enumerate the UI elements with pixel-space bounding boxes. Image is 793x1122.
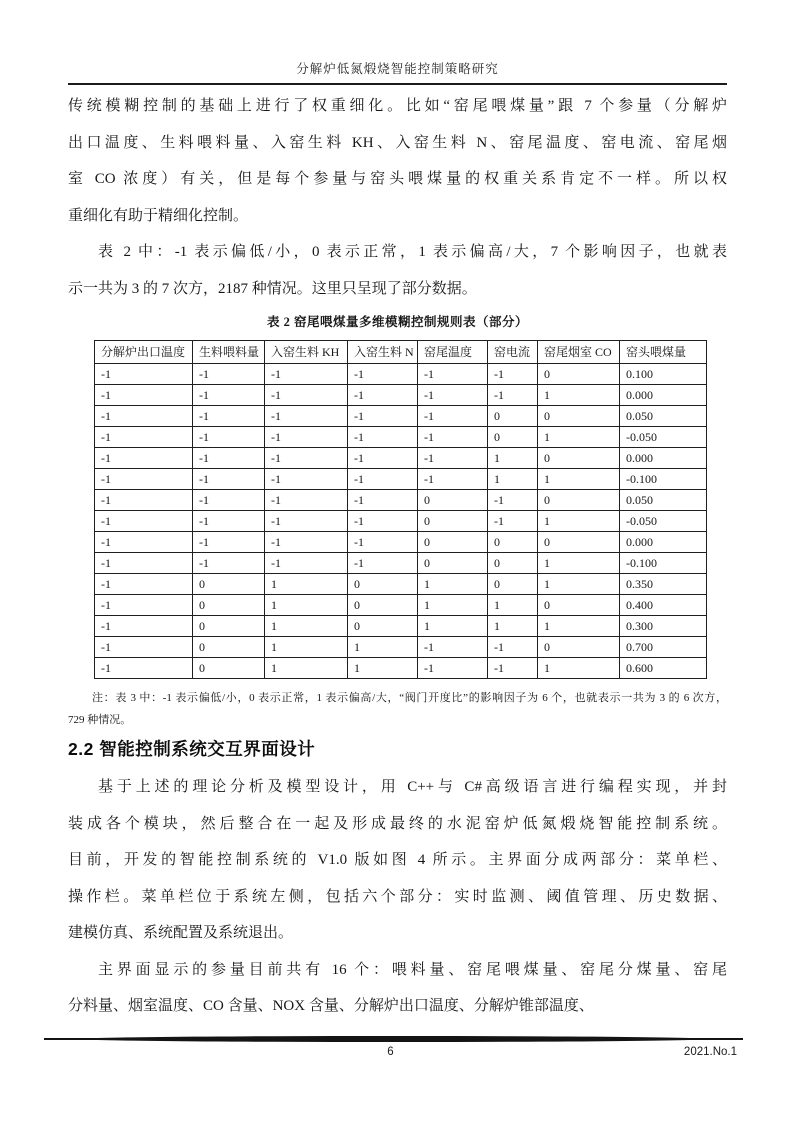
table-cell: -1 (95, 574, 193, 595)
table-cell: -1 (348, 532, 418, 553)
table-cell: -1 (193, 469, 265, 490)
table-cell: -1 (193, 385, 265, 406)
table-cell: 0.050 (620, 406, 707, 427)
text-line: 示一共为 3 的 7 次方，2187 种情况。这里只呈现了部分数据。 (68, 280, 477, 297)
table-cell: 1 (418, 616, 488, 637)
text-line: 目前，开发的智能控制系统的 V1.0 版如图 4 所示。主界面分成两部分：菜单栏、 (68, 852, 727, 868)
table-cell: -1 (348, 511, 418, 532)
table-cell: -1 (193, 406, 265, 427)
table-cell: 0 (418, 553, 488, 574)
table-cell: 1 (538, 385, 620, 406)
table-cell: -1 (348, 490, 418, 511)
table-row (95, 406, 707, 427)
table-cell: -1 (95, 511, 193, 532)
table-body (95, 364, 707, 679)
table-row (95, 616, 707, 637)
table-cell: -0.100 (620, 553, 707, 574)
table-cell: -1 (95, 427, 193, 448)
table-cell: -1 (95, 532, 193, 553)
table-cell: 1 (418, 595, 488, 616)
issue-label: 2021.No.1 (683, 1046, 737, 1058)
text-line: 操作栏。菜单栏位于系统左侧，包括六个部分：实时监测、阈值管理、历史数据、 (68, 888, 727, 905)
fuzzy-control-rules-table (94, 340, 707, 679)
table-cell: 0 (193, 595, 265, 616)
text-line: 传统模糊控制的基础上进行了权重细化。比如“窑尾喂煤量”跟 7 个参量（分解炉 (68, 98, 727, 114)
text-line: 主界面显示的参量目前共有 16 个：喂料量、窑尾喂煤量、窑尾分煤量、窑尾 (98, 961, 727, 978)
table-cell: 0 (193, 616, 265, 637)
table-row (95, 532, 707, 553)
table-cell: -1 (418, 406, 488, 427)
table-cell: 0 (418, 532, 488, 553)
table-head (95, 341, 707, 364)
table-header-cell: 入窑生料 KH (265, 341, 348, 364)
table-cell: -1 (418, 448, 488, 469)
table-cell: 1 (418, 574, 488, 595)
section-heading: 2.2 智能控制系统交互界面设计 (68, 739, 316, 759)
footer-rule-lens (79, 1036, 708, 1042)
table-cell: 0.600 (620, 658, 707, 679)
table-cell: -1 (488, 490, 538, 511)
table-cell: 0.100 (620, 364, 707, 385)
table-cell: -1 (193, 553, 265, 574)
table-cell: -1 (265, 490, 348, 511)
table-cell: 0.000 (620, 532, 707, 553)
table-cell: -1 (193, 511, 265, 532)
table-row (95, 574, 707, 595)
table-row (95, 595, 707, 616)
table-row (95, 658, 707, 679)
table-cell: -1 (193, 448, 265, 469)
table-cell: 0 (538, 490, 620, 511)
table-cell: 1 (488, 616, 538, 637)
table-cell: -0.050 (620, 427, 707, 448)
table-cell: -1 (488, 637, 538, 658)
table-cell: 1 (538, 658, 620, 679)
table-cell: -1 (265, 448, 348, 469)
table-cell: 0 (193, 574, 265, 595)
table-cell: -1 (265, 553, 348, 574)
table-cell: -1 (95, 406, 193, 427)
table-cell: 1 (538, 427, 620, 448)
text-line: 装成各个模块，然后整合在一起及形成最终的水泥窑炉低氮煅烧智能控制系统。 (68, 815, 727, 832)
table-cell: 0.350 (620, 574, 707, 595)
table-cell: 1 (538, 553, 620, 574)
table-cell: 0.000 (620, 385, 707, 406)
table-cell: -1 (265, 532, 348, 553)
table-header-cell: 入窑生料 N (348, 341, 418, 364)
table-row (95, 637, 707, 658)
table-cell: 1 (538, 469, 620, 490)
header-rule (68, 83, 727, 85)
table-cell: 0.400 (620, 595, 707, 616)
table-cell: -1 (348, 385, 418, 406)
text-line: 分料量、烟室温度、CO 含量、NOX 含量、分解炉出口温度、分解炉锥部温度、 (68, 998, 594, 1014)
table-cell: -0.050 (620, 511, 707, 532)
table-cell: -1 (193, 427, 265, 448)
table-cell: -1 (95, 469, 193, 490)
table-header-cell: 窑尾温度 (418, 341, 488, 364)
table-cell: 0 (538, 406, 620, 427)
table-row (95, 385, 707, 406)
table-row (95, 364, 707, 385)
text-line: 注：表 3 中：-1 表示偏低/小，0 表示正常，1 表示偏高/大，“阀门开度比”的影响因子为 6 个，也就表示一共为 3 的 6 次方， (92, 692, 727, 704)
table-caption: 表 2 窑尾喂煤量多维模糊控制规则表（部分） (266, 315, 528, 329)
paragraph-1 (68, 88, 727, 234)
table-cell: 1 (538, 574, 620, 595)
running-header-title: 分解炉低氮煅烧智能控制策略研究 (296, 62, 499, 76)
table-cell: 0 (538, 448, 620, 469)
table-cell: -1 (348, 427, 418, 448)
table-cell: 1 (265, 595, 348, 616)
table-cell: 1 (265, 637, 348, 658)
table-cell: 0 (488, 406, 538, 427)
table-cell: -1 (95, 595, 193, 616)
table-cell: 1 (538, 616, 620, 637)
page-footer (44, 1044, 737, 1060)
table-cell: 0 (488, 532, 538, 553)
table-cell: 1 (265, 616, 348, 637)
text-line: 室 CO 浓度）有关，但是每个参量与窑头喂煤量的权重关系肯定不一样。所以权 (68, 171, 727, 187)
table-cell: 0 (538, 364, 620, 385)
table-row (95, 469, 707, 490)
table-cell: 0 (538, 595, 620, 616)
table-cell: 0.050 (620, 490, 707, 511)
table-cell: -1 (488, 385, 538, 406)
table-cell: 0 (348, 616, 418, 637)
table-cell: -1 (265, 469, 348, 490)
text-line: 表 2 中：-1 表示偏低/小，0 表示正常，1 表示偏高/大，7 个影响因子，也就表 (98, 244, 727, 260)
table-cell: -1 (418, 469, 488, 490)
table-row (95, 511, 707, 532)
table-cell: 0 (488, 427, 538, 448)
table-cell: 0 (488, 574, 538, 595)
table-cell: -1 (488, 364, 538, 385)
table-cell: 0 (348, 595, 418, 616)
table-cell: -1 (418, 385, 488, 406)
table-cell: -1 (193, 364, 265, 385)
table-header-cell: 窑尾烟室 CO (538, 341, 620, 364)
table-header-cell: 生料喂料量 (193, 341, 265, 364)
table-cell: 1 (265, 574, 348, 595)
table-cell: -1 (348, 448, 418, 469)
table-header-cell: 分解炉出口温度 (95, 341, 193, 364)
table-cell: -1 (95, 658, 193, 679)
table-cell: 0 (418, 490, 488, 511)
table-cell: 0 (348, 574, 418, 595)
table-row (95, 448, 707, 469)
text-line: 重细化有助于精细化控制。 (68, 207, 249, 224)
table-cell: -1 (193, 532, 265, 553)
table-cell: -1 (265, 364, 348, 385)
table-note (68, 687, 727, 731)
table-cell: -1 (95, 448, 193, 469)
text-line: 基于上述的理论分析及模型设计，用 C++与 C#高级语言进行编程实现，并封 (98, 779, 727, 795)
table-cell: -1 (265, 427, 348, 448)
table-cell: 1 (488, 448, 538, 469)
table-cell: -1 (95, 553, 193, 574)
table-header-cell: 窑电流 (488, 341, 538, 364)
table-cell: 0 (418, 511, 488, 532)
table-cell: -1 (265, 385, 348, 406)
text-line: 出口温度、生料喂料量、入窑生料 KH、入窑生料 N、窑尾温度、窑电流、窑尾烟 (68, 134, 727, 151)
table-header-row (95, 341, 707, 364)
page-number: 6 (387, 1046, 394, 1058)
table-cell: -1 (418, 427, 488, 448)
table-cell: -1 (95, 385, 193, 406)
table-cell: -1 (348, 364, 418, 385)
table-cell: -1 (265, 511, 348, 532)
table-header-cell: 窑头喂煤量 (620, 341, 707, 364)
table-cell: -1 (488, 511, 538, 532)
table-cell: -1 (348, 553, 418, 574)
table-cell: -1 (488, 658, 538, 679)
table-cell: -0.100 (620, 469, 707, 490)
table-cell: -1 (348, 406, 418, 427)
table-cell: 0 (538, 637, 620, 658)
table-cell: -1 (418, 364, 488, 385)
footer-rule (44, 1036, 743, 1042)
table-cell: -1 (193, 490, 265, 511)
table-cell: 0.000 (620, 448, 707, 469)
table-cell: 1 (538, 511, 620, 532)
table-cell: -1 (265, 406, 348, 427)
table-cell: 0.700 (620, 637, 707, 658)
table-cell: -1 (95, 364, 193, 385)
paragraph-3 (68, 769, 727, 952)
table-cell: 0 (193, 658, 265, 679)
table-row (95, 490, 707, 511)
table-cell: 0.300 (620, 616, 707, 637)
table-cell: 0 (488, 553, 538, 574)
table-cell: -1 (95, 490, 193, 511)
table-cell: -1 (348, 469, 418, 490)
paragraph-4 (68, 952, 727, 1025)
table-cell: -1 (95, 637, 193, 658)
table-row (95, 427, 707, 448)
table-cell: 1 (265, 658, 348, 679)
table-cell: 1 (348, 637, 418, 658)
table-row (95, 553, 707, 574)
table-cell: -1 (418, 658, 488, 679)
table-cell: 0 (538, 532, 620, 553)
text-line: 建模仿真、系统配置及系统退出。 (68, 925, 294, 941)
paragraph-2 (68, 234, 727, 307)
table-cell: 0 (193, 637, 265, 658)
table-cell: 1 (348, 658, 418, 679)
table-cell: 1 (488, 469, 538, 490)
table-cell: -1 (95, 616, 193, 637)
table-cell: -1 (418, 637, 488, 658)
text-line: 729 种情况。 (68, 714, 132, 726)
table-cell: 1 (488, 595, 538, 616)
